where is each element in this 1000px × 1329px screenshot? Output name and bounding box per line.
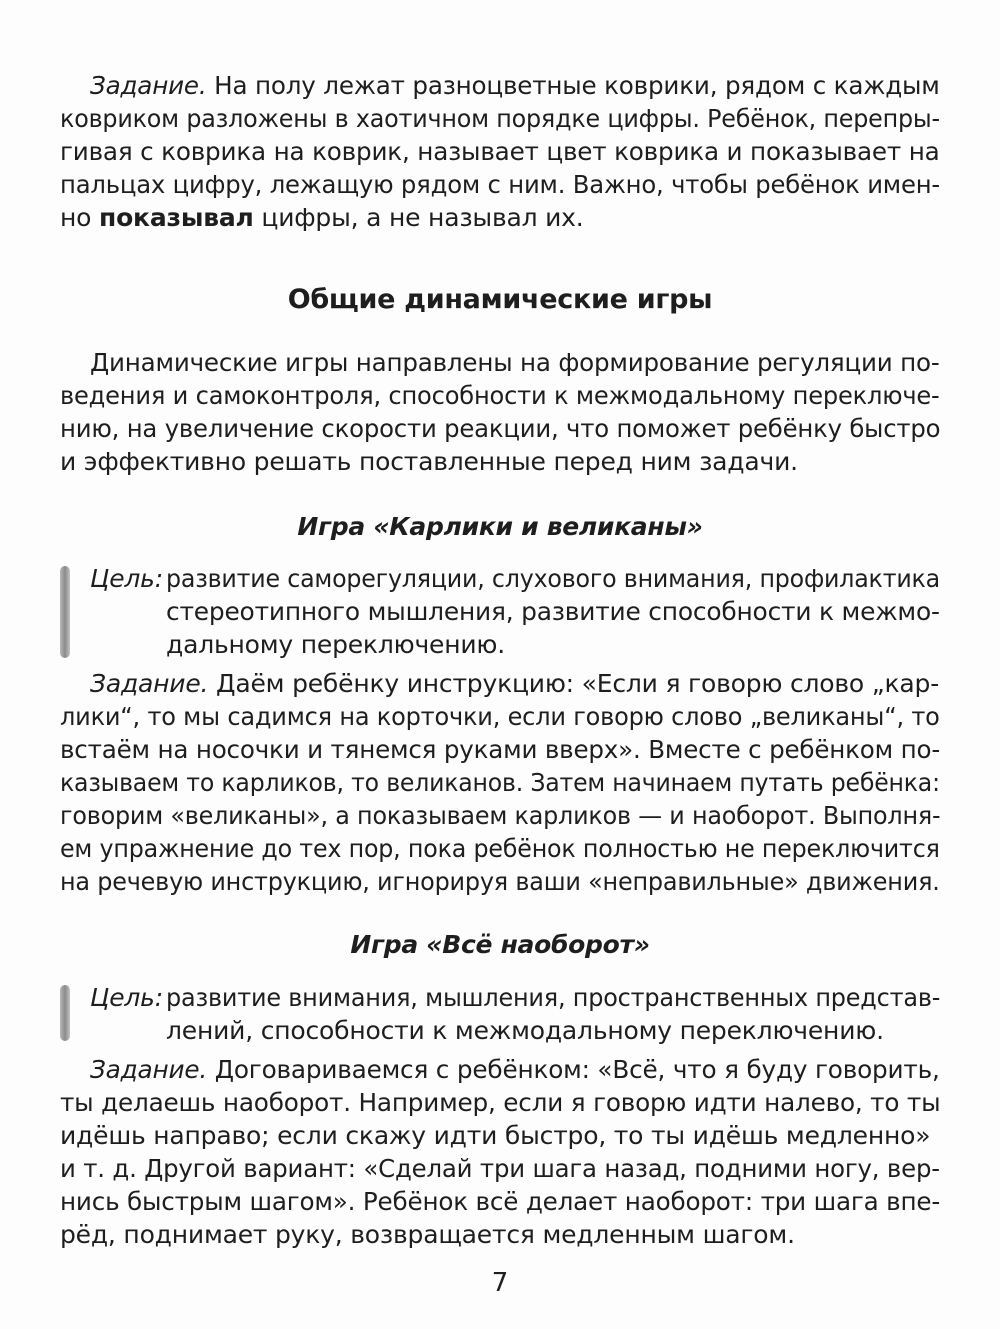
- game1-task-line-4: казываем то карликов, то великанов. Затем начинаем путать ребёнка:: [60, 768, 940, 797]
- game1-goal-line-2: стереотипного мышления, развитие способности к межмо-: [166, 597, 940, 626]
- game1-task-line-7: на речевую инструкцию, игнорируя ваши «неправильные» движения.: [60, 867, 940, 896]
- game1-task-label: Задание.: [90, 669, 209, 698]
- intro-line-4: и эффективно решать поставленные перед ним задачи.: [60, 447, 798, 476]
- game1-task-line-3: встаём на носочки и тянемся руками вверх». Вместе с ребёнком по-: [60, 735, 941, 764]
- top-task-line-5: но показывал цифры, а не называл их.: [60, 203, 584, 232]
- game1-goal-line-1: развитие саморегуляции, слухового внимания, профилактика: [166, 564, 941, 593]
- top-task-line-1: Задание. На полу лежат разноцветные коврики, рядом с каждым: [90, 71, 940, 100]
- game2-task-line-1: Задание. Договариваемся с ребёнком: «Всё, что я буду говорить,: [90, 1055, 940, 1084]
- game1-task-line-6: ем упражнение до тех пор, пока ребёнок полностью не переключится: [60, 834, 940, 863]
- task-label: Задание.: [90, 71, 207, 100]
- game1-task-line-1: Задание. Даём ребёнку инструкцию: «Если я говорю слово „кар-: [90, 669, 940, 698]
- intro-line-1: Динамические игры направлены на формирование регуляции по-: [90, 348, 940, 377]
- game2-goal-line-1: развитие внимания, мышления, пространственных представ-: [166, 983, 941, 1012]
- emphasis-word: показывал: [99, 203, 254, 232]
- page-number: 7: [491, 1268, 509, 1298]
- game2-task-label: Задание.: [90, 1055, 208, 1084]
- game1-task-line-5: говорим «великаны», а показываем карликов — и наоборот. Выполня-: [60, 801, 941, 830]
- goal-marker-bar: [60, 985, 70, 1041]
- game2-task-line-3: идёшь направо; если скажу идти быстро, то ты идёшь медленно»: [60, 1121, 931, 1150]
- game1-goal-label: Цель:: [90, 564, 163, 593]
- game1-goal-line-3: дальному переключению.: [166, 630, 505, 659]
- top-task-line-2: ковриком разложены в хаотичном порядке цифры. Ребёнок, перепры-: [60, 104, 940, 133]
- section-title: Общие динамические игры: [287, 284, 713, 315]
- game1-task-line-2: лики“, то мы садимся на корточки, если говорю слово „великаны“, то: [60, 702, 940, 731]
- top-task-line-3: гивая с коврика на коврик, называет цвет коврика и показывает на: [60, 137, 940, 166]
- intro-line-2: ведения и самоконтроля, способности к межмодальному переключе-: [60, 381, 940, 410]
- game2-goal-label: Цель:: [90, 983, 163, 1012]
- game2-task-line-5: нись быстрым шагом». Ребёнок всё делает наоборот: три шага впе-: [60, 1187, 941, 1216]
- game2-task-line-4: и т. д. Другой вариант: «Сделай три шага назад, подними ногу, вер-: [60, 1154, 940, 1183]
- game2-goal-line-2: лений, способности к межмодальному переключению.: [166, 1016, 884, 1045]
- game2-title: Игра «Всё наоборот»: [350, 930, 650, 959]
- game2-task-line-6: рёд, поднимает руку, возвращается медленным шагом.: [60, 1220, 795, 1249]
- game2-task-line-2: ты делаешь наоборот. Например, если я говорю идти налево, то ты: [60, 1088, 941, 1117]
- intro-line-3: нию, на увеличение скорости реакции, что поможет ребёнку быстро: [60, 414, 941, 443]
- top-task-line-4: пальцах цифру, лежащую рядом с ним. Важно, чтобы ребёнок имен-: [60, 170, 941, 199]
- game1-title: Игра «Карлики и великаны»: [297, 512, 703, 541]
- goal-marker-bar: [60, 566, 70, 658]
